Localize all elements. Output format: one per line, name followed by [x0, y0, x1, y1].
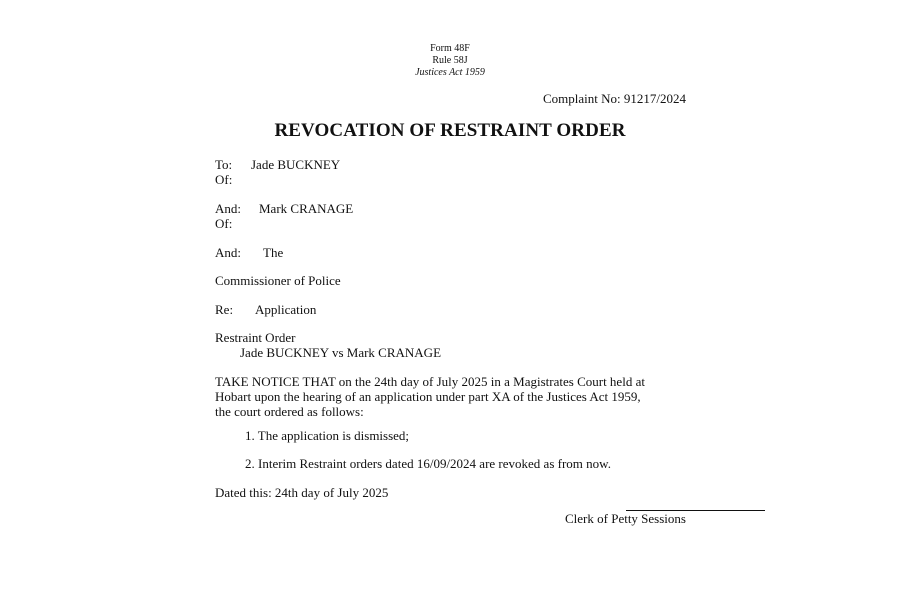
- to-of-line: [215, 172, 232, 187]
- and2-label: And:: [215, 245, 241, 260]
- re-line: [215, 302, 316, 317]
- and1-label: And:: [215, 201, 241, 216]
- notice-paragraph: [215, 374, 645, 419]
- notice-line-3: the court ordered as follows:: [215, 404, 364, 419]
- re-value: Application: [255, 302, 317, 317]
- to-of-label: Of:: [215, 172, 233, 187]
- to-name: Jade BUCKNEY: [251, 157, 341, 172]
- commissioner-line: Commissioner of Police: [215, 273, 341, 288]
- restraint-parties: Jade BUCKNEY vs Mark CRANAGE: [240, 345, 442, 360]
- document-title: REVOCATION OF RESTRAINT ORDER: [274, 120, 626, 141]
- complaint-number: Complaint No: 91217/2024: [543, 91, 686, 106]
- re-label: Re:: [215, 302, 234, 317]
- notice-line-2: Hobart upon the hearing of an application under part XA of the Justices Act 1959,: [215, 389, 641, 404]
- signature-label: Clerk of Petty Sessions: [565, 511, 686, 526]
- order-item-1: 1. The application is dismissed;: [245, 428, 410, 443]
- and1-name: Mark CRANAGE: [259, 201, 354, 216]
- to-line: [215, 157, 340, 172]
- form-number: Form 48F: [430, 43, 470, 54]
- to-label: To:: [215, 157, 233, 172]
- and1-line: [215, 201, 353, 216]
- dated-line: Dated this: 24th day of July 2025: [215, 485, 389, 500]
- and2-line: [215, 245, 283, 260]
- and1-of-line: [215, 216, 232, 231]
- notice-line-1: TAKE NOTICE THAT on the 24th day of July 2025 in a Magistrates Court held at: [215, 374, 645, 389]
- act-reference: Justices Act 1959: [415, 67, 485, 78]
- rule-number: Rule 58J: [432, 55, 468, 66]
- form-header: [350, 43, 550, 79]
- restraint-heading: Restraint Order: [215, 330, 296, 345]
- order-item-2: 2. Interim Restraint orders dated 16/09/2024 are revoked as from now.: [245, 456, 611, 471]
- and2-name: The: [263, 245, 284, 260]
- and1-of-label: Of:: [215, 216, 233, 231]
